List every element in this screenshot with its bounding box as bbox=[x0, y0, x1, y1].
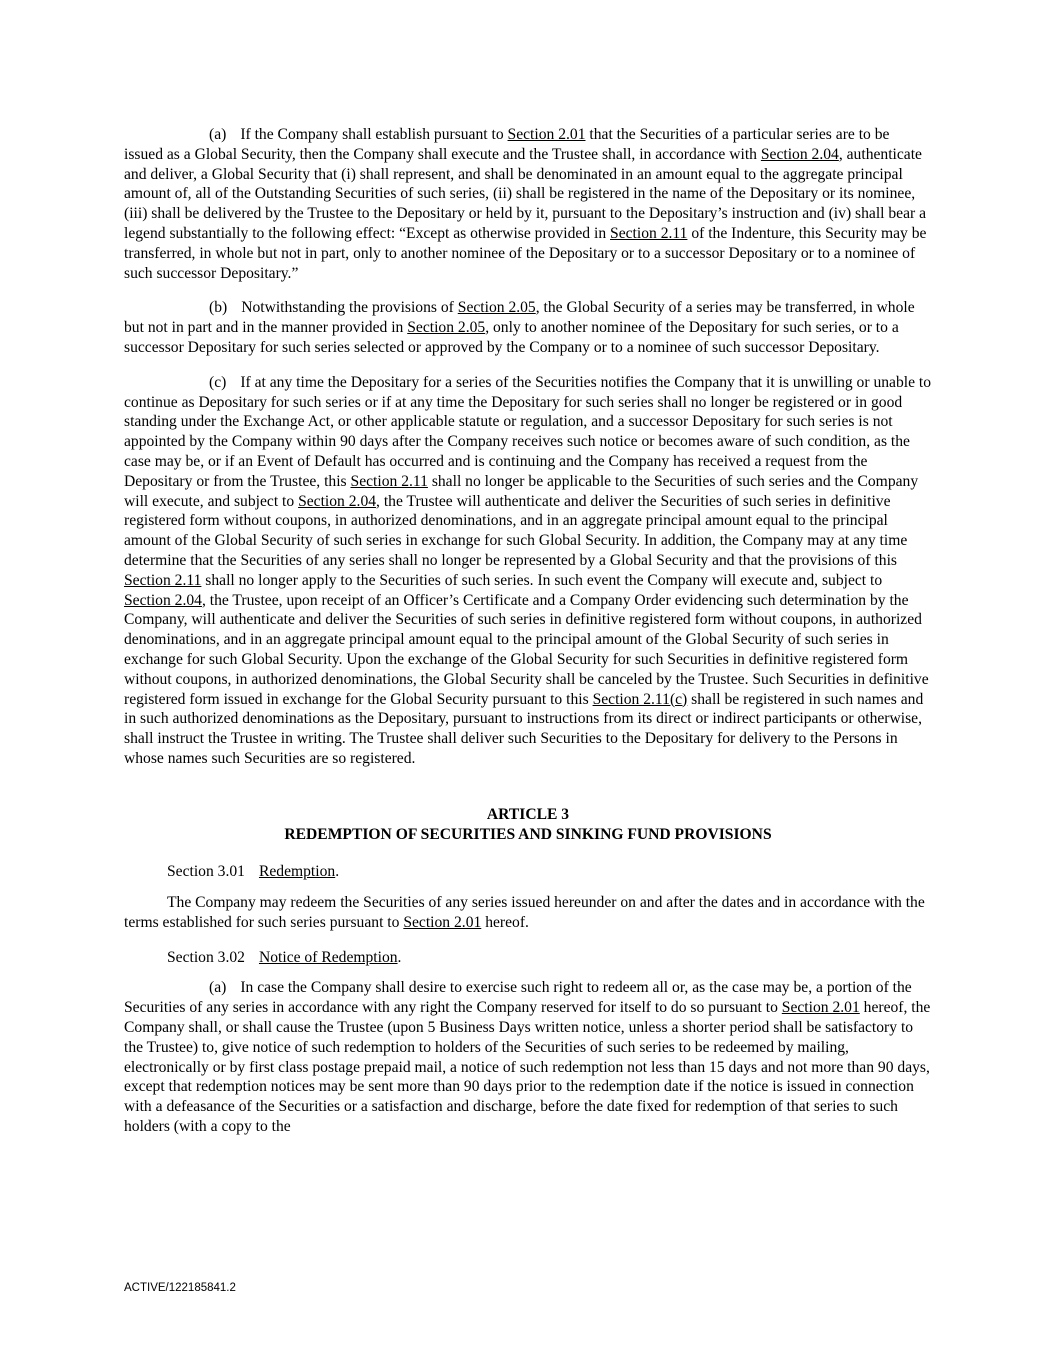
section-3-01-heading bbox=[124, 862, 932, 882]
section-ref-link[interactable]: Section 2.11 bbox=[610, 224, 688, 242]
paragraph-a-text-3: , authenticate and deliver, a Global Security that (i) shall represent, and shall be denominated in an amount equal to the aggregate principal amount of, all of the Outstanding Securities of such series, (ii) shall be registered in the name of the Depositary or its nominee, (iii) shall be delivered by the Trustee to the Depositary or held by it, pursuant to the Depositary’s instruction and (iv) shall bear a legend substantially to the following effect: “Except as otherwise provided in bbox=[124, 145, 927, 242]
section-ref-link[interactable]: Section 2.05 bbox=[407, 319, 486, 337]
paragraph-b bbox=[124, 298, 932, 357]
paragraph-b-text-2: , the Global Security of a series may be transferred, in whole but not in part and in the manner provided in bbox=[124, 299, 915, 337]
section-ref-link[interactable]: Section 2.11 bbox=[124, 571, 202, 589]
paragraph-a-text-2: that the Securities of a particular series are to be issued as a Global Security, then the Company shall execute and the Trustee shall, in accordance with bbox=[124, 126, 890, 163]
section-title-punct: . bbox=[335, 863, 340, 881]
section-ref-link[interactable]: Section 2.11 bbox=[350, 472, 428, 490]
section-ref-link[interactable]: Section 2.05 bbox=[457, 299, 536, 317]
section-number: Section 3.02 bbox=[167, 948, 245, 966]
section-ref-link[interactable]: Section 2.04 bbox=[760, 145, 839, 163]
section-title-punct: . bbox=[397, 948, 402, 966]
paragraph-b-text-3: , only to another nominee of the Depositary for such series, or to a successor Depositary for such series selected or approved by the Company or to a nominee of such successor Depositary. bbox=[124, 319, 899, 356]
paragraph-b-text-1: Notwithstanding the provisions of bbox=[241, 299, 458, 317]
document-body bbox=[124, 125, 932, 1152]
section-3-02-text-1: In case the Company shall desire to exercise such right to redeem all or, as the case may be, a portion of the Securities of any series in accordance with any right the Company reserved for itself to do so pursuant to bbox=[124, 979, 912, 1017]
section-ref-link[interactable]: Section 2.11(c) bbox=[592, 690, 688, 708]
footer-document-id: ACTIVE/122185841.2 bbox=[124, 1282, 236, 1294]
paragraph-c-text-4: shall no longer apply to the Securities of such series. In such event the Company will execute and, subject to bbox=[201, 571, 883, 589]
paragraph-label: (a) bbox=[209, 979, 227, 997]
section-ref-link[interactable]: Section 2.01 bbox=[403, 913, 482, 931]
article-title: REDEMPTION OF SECURITIES AND SINKING FUND PROVISIONS bbox=[284, 825, 772, 843]
paragraph-c-text-6: shall be registered in such names and in such authorized denominations as the Depositary, pursuant to instructions from its direct or indirect participants or otherwise, shall instruct the Trustee in writing. The Trustee shall deliver such Securities to the Depositary for delivery to the Persons in whose names such Securities are so registered. bbox=[124, 690, 924, 767]
paragraph-c-text-5: , the Trustee, upon receipt of an Officer’s Certificate and a Company Order evidencing such determination by the Company, will authenticate and deliver the Securities of such series in definitive registered form without coupons, in authorized denominations, and in an aggregate principal amount equal to the principal amount of the Global Security of such series in exchange for such Global Security. Upon the exchange of the Global Security for such Securities in definitive registered form without coupons, in authorized denominations, the Global Security shall be canceled by the Trustee. Such Securities in definitive registered form issued in exchange for the Global Security pursuant to this bbox=[124, 591, 929, 708]
section-title: Redemption bbox=[258, 863, 336, 881]
section-3-02-paragraph-a bbox=[124, 978, 932, 1136]
section-3-02-heading bbox=[124, 948, 932, 968]
section-ref-link[interactable]: Section 2.04 bbox=[124, 591, 202, 609]
paragraph-a bbox=[124, 125, 932, 283]
section-3-01-body bbox=[124, 893, 932, 933]
paragraph-c-label: (c) bbox=[209, 373, 227, 391]
section-3-01-text-2: hereof. bbox=[481, 913, 529, 931]
paragraph-a-label: (a) bbox=[209, 126, 227, 143]
section-3-01-text-1: The Company may redeem the Securities of any series issued hereunder on and after the dates and in accordance with the terms established for such series pursuant to bbox=[124, 894, 925, 931]
paragraph-c-text-3: , the Trustee will authenticate and deliver the Securities of such series in definitive registered form without coupons, in authorized denominations, and in an aggregate principal amount equal to the principal amount of the Global Security of such series in exchange for such Global Security. In addition, the Company may at any time determine that the Securities of any series shall no longer be represented by a Global Security and that the provisions of this bbox=[124, 492, 908, 569]
paragraph-c-text-1: If at any time the Depositary for a series of the Securities notifies the Company that it is unwilling or unable to continue as Depositary for such series or if at any time the Depositary for such series shall no longer be registered or in good standing under the Exchange Act, or other applicable statute or regulation, and a successor Depositary for such series is not appointed by the Company within 90 days after the Company receives such notice or becomes aware of such condition, as the case may be, or if an Event of Default has occurred and is continuing and the Company has received a request from the Depositary or from the Trustee, this bbox=[124, 373, 932, 490]
article-number: ARTICLE 3 bbox=[486, 805, 570, 823]
paragraph-a-text-4: of the Indenture, this Security may be transferred, in whole but not in part, only to another nominee of the Depositary or to a successor Depositary or to a nominee of such successor Depositary.” bbox=[124, 224, 927, 282]
article-heading bbox=[124, 805, 932, 845]
paragraph-a-text-1: If the Company shall establish pursuant to bbox=[240, 126, 508, 143]
section-number: Section 3.01 bbox=[167, 863, 245, 881]
paragraph-c bbox=[124, 373, 932, 769]
section-ref-link[interactable]: Section 2.04 bbox=[298, 492, 377, 510]
paragraph-c-text-2: shall no longer be applicable to the Securities of such series and the Company will execute, and subject to bbox=[124, 472, 919, 510]
section-ref-link[interactable]: Section 2.01 bbox=[781, 999, 860, 1017]
paragraph-b-label: (b) bbox=[209, 299, 228, 317]
section-title: Notice of Redemption bbox=[258, 948, 398, 966]
section-ref-link[interactable]: Section 2.01 bbox=[507, 126, 586, 143]
section-3-02-text-2: hereof, the Company shall, or shall cause the Trustee (upon 5 Business Days written notice, unless a shorter period shall be satisfactory to the Trustee) to, give notice of such redemption to holders of the Securities of such series to be redeemed by mailing, electronically or by first class postage prepaid mail, a notice of such redemption not less than 15 days and not more than 90 days, except that redemption notices may be sent more than 90 days prior to the redemption date if the notice is issued in connection with a defeasance of the Securities or a satisfaction and discharge, before the date fixed for redemption of that series to such holders (with a copy to the bbox=[124, 999, 931, 1136]
